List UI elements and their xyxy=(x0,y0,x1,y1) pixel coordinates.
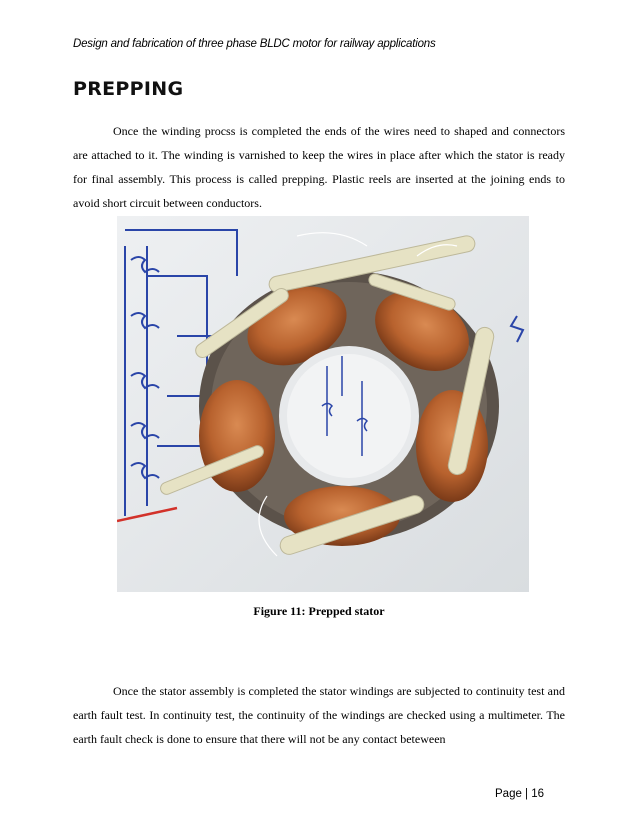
section-heading: PREPPING xyxy=(73,78,184,100)
prepped-stator-photo xyxy=(117,216,529,592)
figure-caption: Figure 11: Prepped stator xyxy=(253,604,385,618)
paragraph-prepping: Once the winding procss is completed the ends of the wires need to shaped and connectors are attached to it. The winding is varnished to keep the wires in place after which the stator is ready for final assembly. This process is called prepping. Plastic reels are inserted at the joining ends to avoid short circuit between conductors. xyxy=(73,124,565,210)
stator-figure xyxy=(117,216,529,592)
paragraph-testing: Once the stator assembly is completed the stator windings are subjected to continuity test and earth fault test. In continuity test, the continuity of the windings are checked using a multimeter. The earth fault check is done to ensure that there will not be any contact beteween xyxy=(73,684,565,746)
running-header: Design and fabrication of three phase BLDC motor for railway applications xyxy=(73,38,436,50)
page-number: Page | 16 xyxy=(495,788,545,800)
